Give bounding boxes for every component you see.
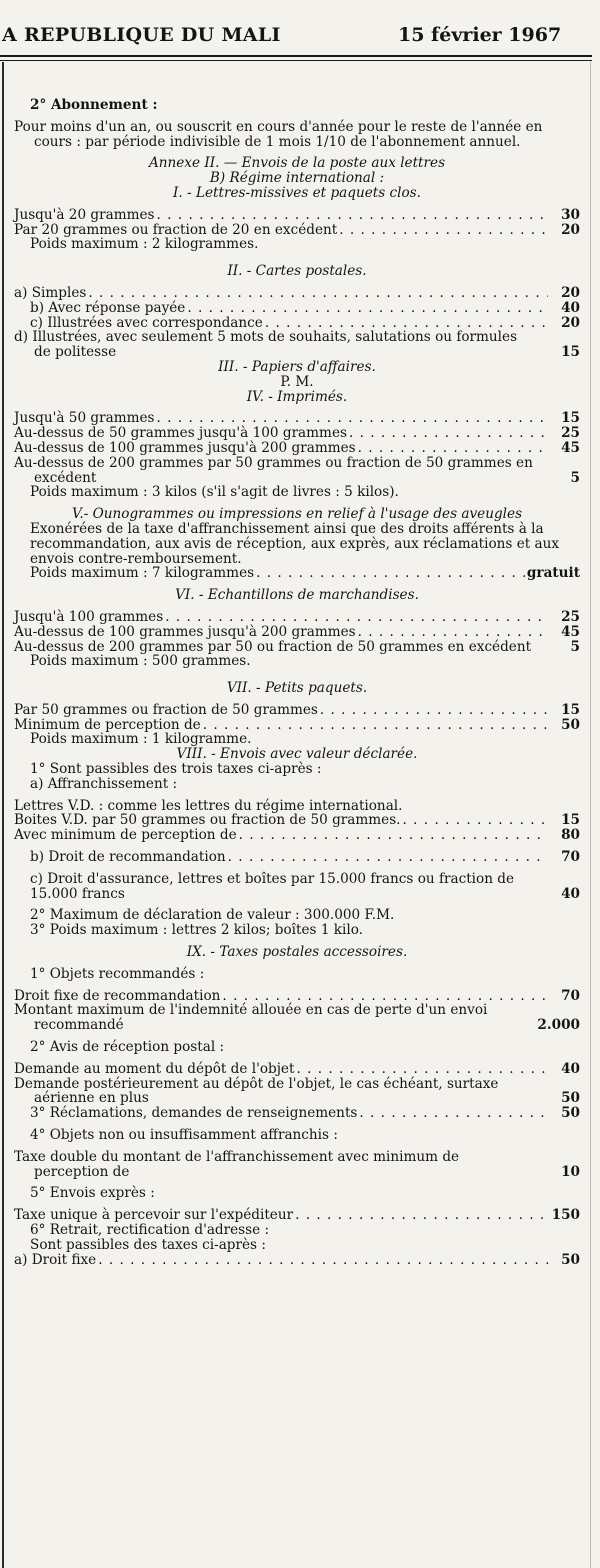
table-row: Jusqu'à 50 grammes . . . 15 bbox=[14, 411, 580, 426]
table-row: Minimum de perception de . . . 50 bbox=[14, 718, 580, 733]
table-row: a) Simples . . . 20 bbox=[14, 286, 580, 301]
page-header bbox=[0, 0, 600, 52]
section-9-o6: 6° Retrait, rectification d'adresse : bbox=[30, 1222, 270, 1238]
tariff-content bbox=[14, 98, 580, 1267]
table-row: Demande postérieurement au dépôt de l'objet, le cas échéant, surtaxe aérienne en plus 50 bbox=[14, 1075, 580, 1107]
section-8-intro: 1° Sont passibles des trois taxes ci-après : bbox=[30, 761, 322, 778]
section-8-max2: 3° Poids maximum : lettres 2 kilos; boîtes 1 kilo. bbox=[30, 922, 363, 939]
table-row: c) Illustrées avec correspondance . . . 20 bbox=[14, 316, 580, 331]
table-row: d) Illustrées, avec seulement 5 mots de souhaits, salutations ou formules de politesse 15 bbox=[14, 329, 580, 361]
abonnement-text: Pour moins d'un an, ou souscrit en cours d'année pour le reste de l'année en cours : par période indivisible de 1 mois 1/10 de l'abonnement annuel. bbox=[14, 118, 543, 150]
table-row: a) Droit fixe . . . 50 bbox=[14, 1253, 580, 1268]
section-9-o5: 5° Envois exprès : bbox=[30, 1185, 155, 1202]
section-7-title: VII. - Petits paquets. bbox=[226, 680, 368, 697]
page-edge bbox=[590, 62, 591, 1568]
section-9-o6-sub: Sont passibles des taxes ci-après : bbox=[30, 1236, 266, 1253]
section-7-max: Poids maximum : 1 kilogramme. bbox=[30, 731, 252, 748]
table-row: Taxe double du montant de l'affranchissement avec minimum de perception de 10 bbox=[14, 1148, 580, 1180]
section-1-title: I. - Lettres-missives et paquets clos. bbox=[173, 184, 421, 201]
header-rule bbox=[0, 55, 592, 57]
table-row: Jusqu'à 20 grammes . . . 30 bbox=[14, 208, 580, 223]
header-date: 15 février 1967 bbox=[398, 24, 562, 46]
header-rule-thin bbox=[0, 60, 592, 61]
column-rule bbox=[2, 62, 4, 1568]
table-row: Au-dessus de 100 grammes jusqu'à 200 grammes . . . 45 bbox=[14, 441, 580, 456]
section-8-a-title: a) Affranchissement : bbox=[30, 775, 178, 792]
section-9-o1: 1° Objets recommandés : bbox=[30, 965, 205, 982]
section-3-title: III. - Papiers d'affaires. bbox=[218, 358, 376, 375]
table-row: Avec minimum de perception de . . . 80 bbox=[14, 828, 580, 843]
section-4-max: Poids maximum : 3 kilos (s'il s'agit de livres : 5 kilos). bbox=[30, 484, 399, 501]
table-row: Par 50 grammes ou fraction de 50 grammes . . . 15 bbox=[14, 703, 580, 718]
table-row: Au-dessus de 50 grammes jusqu'à 100 grammes . . . 25 bbox=[14, 426, 580, 441]
table-row: Demande au moment du dépôt de l'objet . . . 40 bbox=[14, 1062, 580, 1077]
table-row: Boites V.D. par 50 grammes ou fraction de 50 grammes. . . . 15 bbox=[14, 813, 580, 828]
abonnement-title: 2° Abonnement : bbox=[30, 97, 158, 113]
section-8-lettres: Lettres V.D. : comme les lettres du régime international. bbox=[14, 797, 403, 814]
table-row: Au-dessus de 200 grammes par 50 grammes ou fraction de 50 grammes en excédent 5 bbox=[14, 454, 580, 486]
section-1-max: Poids maximum : 2 kilogrammes. bbox=[30, 236, 259, 253]
section-4-title: IV. - Imprimés. bbox=[246, 388, 348, 405]
section-8-title: VIII. - Envois avec valeur déclarée. bbox=[176, 746, 418, 763]
table-row: c) Droit d'assurance, lettres et boîtes par 15.000 francs ou fraction de 15.000 francs 40 bbox=[30, 870, 580, 902]
table-row: Montant maximum de l'indemnité allouée en cas de perte d'un envoi recommandé 2.000 bbox=[14, 1002, 580, 1034]
section-2-title: II. - Cartes postales. bbox=[227, 263, 367, 280]
section-5-title: V.- Ounogrammes ou impressions en relief à l'usage des aveugles bbox=[71, 506, 523, 523]
header-title: A REPUBLIQUE DU MALI bbox=[2, 24, 281, 46]
section-6-max: Poids maximum : 500 grammes. bbox=[30, 653, 251, 670]
table-row: Droit fixe de recommandation . . . 70 bbox=[14, 989, 580, 1004]
table-row: Poids maximum : 7 kilogrammes . . . gratuit bbox=[14, 566, 580, 581]
table-row: Par 20 grammes ou fraction de 20 en excédent . . . 20 bbox=[14, 223, 580, 238]
annexe-title: Annexe II. — Envois de la poste aux lettres bbox=[148, 155, 446, 172]
table-row: b) Avec réponse payée . . . 40 bbox=[14, 301, 580, 316]
table-row: Au-dessus de 100 grammes jusqu'à 200 grammes . . . 45 bbox=[14, 625, 580, 640]
section-6-title: VI. - Echantillons de marchandises. bbox=[175, 587, 419, 604]
annexe-subtitle: B) Régime international : bbox=[209, 170, 385, 187]
section-5-text: Exonérées de la taxe d'affranchissement ainsi que des droits afférents à la recommandation, aux avis de réception, aux exprès, aux réclamations et aux envois contre-remboursement. bbox=[30, 520, 560, 567]
section-9-o2: 2° Avis de réception postal : bbox=[30, 1039, 225, 1056]
table-row: Taxe unique à percevoir sur l'expéditeur . . . 150 bbox=[14, 1208, 580, 1223]
table-row: Au-dessus de 200 grammes par 50 ou fraction de 50 grammes en excédent 5 bbox=[14, 638, 580, 655]
section-8-max1: 2° Maximum de déclaration de valeur : 300.000 F.M. bbox=[30, 907, 395, 924]
section-3-pm: P. M. bbox=[280, 373, 314, 390]
table-row: b) Droit de recommandation . . . 70 bbox=[14, 850, 580, 865]
table-row: Jusqu'à 100 grammes . . . 25 bbox=[14, 610, 580, 625]
table-row: 3° Réclamations, demandes de renseignements . . . 50 bbox=[14, 1106, 580, 1121]
section-9-title: IX. - Taxes postales accessoires. bbox=[186, 944, 408, 961]
section-9-o4: 4° Objets non ou insuffisamment affranchis : bbox=[30, 1127, 338, 1144]
